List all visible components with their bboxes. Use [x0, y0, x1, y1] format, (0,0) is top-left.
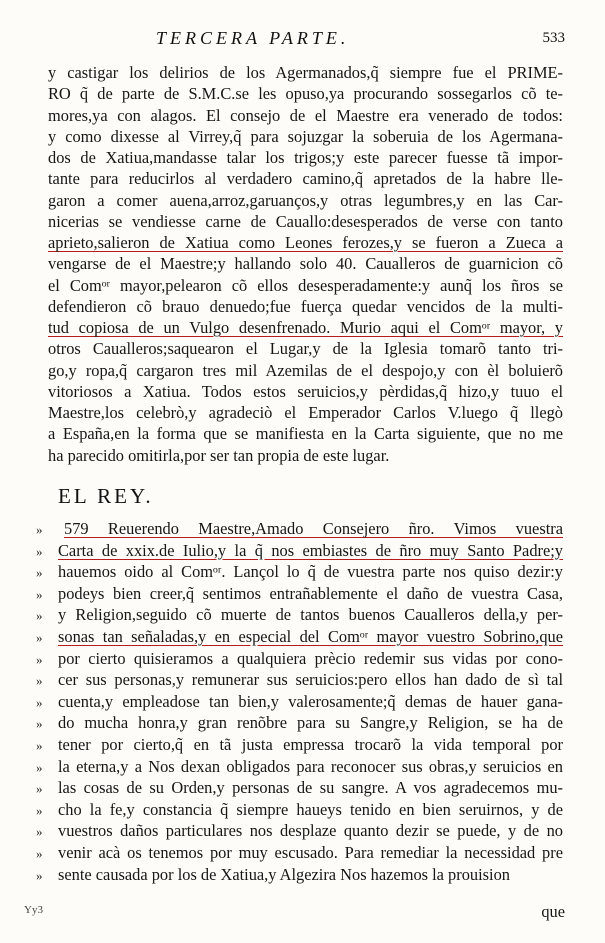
text-line: defendieron cõ brauo denuedo;fue fuerça quedar vencidos de la multi-: [48, 296, 563, 316]
letter-line: [36, 648, 563, 670]
text-line: tante para reducirlos al verdadero camino,q̃ apretados de la habre lle-: [48, 169, 563, 189]
letter-line-text: do mucha honra,y gran renõbre para su Sangre,y Religion, se ha de: [58, 713, 563, 733]
letter-line: [36, 604, 563, 626]
section-heading: EL REY.: [58, 484, 154, 508]
letter-line-text: cer sus personas,y remunerar sus seruicios:pero ellos han dado de sì tal: [58, 670, 563, 690]
letter-line-text: vuestros daños particulares nos desplaze quanto dezir se puede, y de no: [58, 821, 563, 841]
narrative-text: [48, 62, 563, 466]
text-line: y castigar los delirios de los Agermanados,q̃ siempre fue el PRIME-: [48, 63, 563, 82]
letter-line-text: las cosas de su Orden,y personas de su sangre. A vos agradecemos mu-: [58, 778, 563, 798]
quote-mark: »: [36, 845, 43, 861]
letter-line: [36, 777, 563, 799]
text-line: dos de Xatiua,mandasse talar los trigos;y este parecer fuesse tã impor-: [48, 148, 563, 167]
text-line-underlined: tud copiosa de un Vulgo desenfrenado. Murio aqui el Comᵒʳ mayor, y: [48, 318, 563, 337]
quote-mark: »: [36, 586, 43, 602]
quote-mark: »: [36, 565, 43, 581]
letter-line-text: Carta de xxix.de Iulio,y la q̃ nos embiastes de ñro muy Santo Padre;y: [58, 540, 563, 560]
letter-line: [36, 864, 563, 886]
quote-mark: »: [36, 737, 43, 753]
quote-mark: »: [36, 543, 43, 559]
quote-mark: »: [36, 673, 43, 689]
letter-line: [36, 756, 563, 778]
quote-mark: »: [36, 608, 43, 624]
text-line: vitoriosos a Xatiua. Todos estos seruicios,y pèrdidas,q̃ hizo,y tuuo el: [48, 381, 563, 401]
text-line: otros Caualleros;saquearon el Lugar,y de la Iglesia tomarõ tanto tri-: [48, 339, 563, 359]
letter-line: [36, 842, 563, 864]
quote-mark: »: [36, 824, 43, 840]
letter-line-text: cho la fe,y constancia q̃ siempre haueys tenido en bien seruirnos, y de: [58, 799, 563, 819]
quote-mark: »: [36, 651, 43, 667]
text-line-underlined: aprieto,salieron de Xatiua como Leones ferozes,y se fueron a Zueca a: [48, 233, 563, 252]
text-line: vengarse de el Maestre;y hallando solo 40. Caualleros de guarnicion cõ: [48, 254, 563, 274]
text-line: ha parecido omitirla,por ser tan propia de este lugar.: [48, 445, 390, 465]
letter-line: [36, 583, 563, 605]
quote-mark: »: [36, 629, 43, 645]
letter-line-text: sente causada por los de Xatiua,y Algezira Nos hazemos la prouision: [58, 864, 510, 884]
letter-line: [36, 669, 563, 691]
letter-line: [36, 712, 563, 734]
letter-line: [36, 734, 563, 756]
letter-line-text: tener por cierto,q̃ en tã justa empressa trocarõ la vida temporal por: [58, 734, 563, 754]
text-line: y como dixesse al Virrey,q̃ para sojuzgar la soberuia de los Agermana-: [48, 126, 563, 146]
quote-mark: »: [36, 716, 43, 732]
text-line: Maestre,los celebrò,y agradeciò el Emperador Carlos V.luego q̃ llegò: [48, 403, 563, 422]
quote-mark: »: [36, 759, 43, 775]
catchword: que: [541, 902, 565, 921]
quote-mark: »: [36, 802, 43, 818]
text-line: go,y ropa,q̃ cargaron tres mil Azemilas de el despojo,y con èl boluierõ: [48, 360, 563, 380]
text-line: el Comᵒʳ mayor,pelearon cõ ellos desesperadamente:y aunq̃ los ñros se: [48, 275, 563, 295]
letter-line: [36, 820, 563, 842]
page-number: 533: [542, 30, 565, 46]
letter-line: [36, 518, 563, 540]
signature-mark: Yy3: [24, 904, 43, 916]
letter-line: [36, 691, 563, 713]
letter-line-text: la eterna,y a Nos dexan obligados para reconocer sus obras,y seruicios en: [58, 756, 563, 776]
text-line: a España,en la forma que se manifiesta en la Carta siguiente, que no me: [48, 424, 563, 444]
royal-letter: [36, 518, 563, 885]
text-line: nicerias se vendiesse carne de Cauallo:desesperados de verse con tanto: [48, 211, 563, 231]
letter-line-text: venir acà os tenemos por muy escusado. Para remediar la necessidad pre: [58, 842, 563, 862]
text-line: mores,ya con alagos. El consejo de el Maestre era venerado de todos:: [48, 105, 563, 125]
running-title: TERCERA PARTE.: [156, 28, 350, 48]
letter-line: [36, 799, 563, 821]
letter-line: [36, 626, 563, 648]
letter-line-text: 579 Reuerendo Maestre,Amado Consejero ñro. Vimos vuestra: [64, 519, 563, 538]
letter-line: [36, 540, 563, 562]
letter-line-text: cuenta,y empleadose tan bien,y valerosamente;q̃ demas de hauer gana-: [58, 691, 563, 711]
letter-line-text: y Religion,seguido cõ muerte de tantos buenos Caualleros della,y per-: [58, 605, 563, 625]
quote-mark: »: [36, 694, 43, 710]
letter-line-text: por cierto quisieramos a qualquiera prècio redemir sus vidas por cono-: [58, 648, 563, 668]
letter-line-text: podeys bien creer,q̃ sentimos entrañablemente el daño de vuestra Casa,: [58, 583, 563, 603]
text-line: garon a comer auena,arroz,garuanços,y otras legumbres,y en las Car-: [48, 190, 563, 210]
text-line: RO q̃ de parte de S.M.C.se les opuso,ya procurando sossegarlos cõ te-: [48, 84, 563, 104]
quote-mark: »: [36, 522, 43, 537]
quote-mark: »: [36, 781, 43, 797]
quote-mark: »: [36, 867, 43, 883]
letter-line-text: hauemos oido al Comᵒʳ. Lançol lo q̃ de vuestra parte nos quiso dezir:y: [58, 562, 563, 582]
letter-line-text: sonas tan señaladas,y en especial del Comᵒʳ mayor vuestro Sobrino,que: [58, 626, 563, 646]
letter-line: [36, 561, 563, 583]
